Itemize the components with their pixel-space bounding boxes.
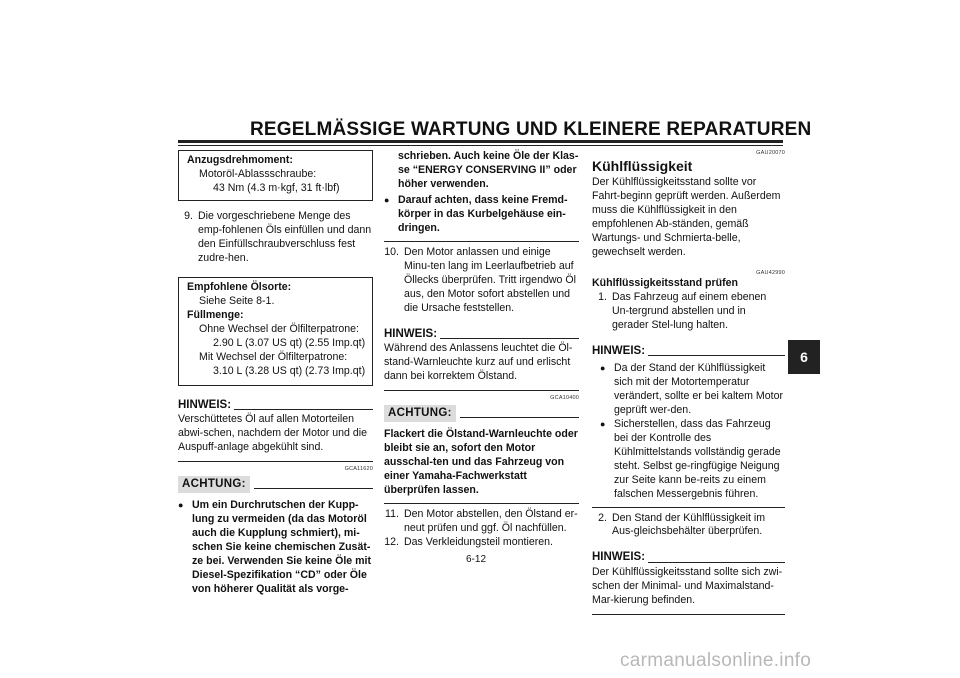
bullet-icon: ● (600, 418, 606, 429)
bullet-icon: ● (178, 500, 184, 511)
subsection-title: Kühlflüssigkeitsstand prüfen (592, 276, 738, 289)
torque-heading: Anzugsdrehmoment: (187, 154, 293, 166)
hinweis-heading (592, 344, 785, 359)
hinweis-text: Während des Anlassens leuchtet die Öl-stand-Warnleuchte kurz auf und erlischt dann bei korrektem Ölstand. (384, 341, 573, 382)
achtung-continued-text: schrieben. Auch keine Öle der Klas-se “ENERGY CONSERVING II” oder höher verwenden. (398, 150, 579, 190)
step-11 (384, 508, 579, 536)
hinweis-rule (440, 338, 579, 339)
hinweis-heading (178, 398, 373, 413)
achtung-text: Flackert die Ölstand-Warnleuchte oder bleibt sie an, sofort den Motor ausschal-ten und das Fahrzeug von einer Yamaha-Fachwerkstatt überprüfen lassen. (384, 428, 578, 497)
bullet-text: Da der Stand der Kühlflüssigkeit sich mit der Motortemperatur verändert, sollte er bei kaltem Motor geprüft wer-den. (614, 361, 783, 416)
ref-code: GCA10400 (550, 394, 579, 401)
bullet-text: Darauf achten, dass keine Fremd-körper in das Kurbelgehäuse ein-dringen. (398, 193, 568, 234)
oil-type-heading: Empfohlene Ölsorte: (187, 280, 292, 293)
hinweis-heading (384, 327, 579, 342)
column-2 (384, 150, 579, 550)
section-title: Kühlflüssigkeit (592, 158, 693, 175)
achtung-heading (178, 476, 373, 493)
bullet-text: Sicherstellen, dass das Fahrzeug bei der Kontrolle des Kühlmittelstands vollständig gerade steht. Selbst ge-ringfügige Neigung zur Seite kann be-reits zu einem falschen Messergebnis führen. (614, 417, 781, 500)
step-text: Den Stand der Kühlflüssigkeit im Aus-gleichsbehälter überprüfen. (612, 511, 766, 538)
step-9 (178, 210, 373, 266)
fill-with-filter-value: 3.10 L (3.28 US qt) (2.73 Imp.qt) (213, 364, 366, 377)
step-text: Den Motor anlassen und einige Minu-ten lang im Leerlaufbetrieb auf Öllecks überprüfen. Tritt irgendwo Öl aus, den Motor sofort abstellen und die Ursache feststellen. (404, 245, 576, 314)
step-number: 2. (598, 511, 607, 524)
hinweis-end-rule (178, 461, 373, 462)
oil-spec-box (178, 277, 373, 386)
column-1 (178, 150, 373, 597)
page-number: 6-12 (466, 554, 487, 565)
bullet-icon: ● (600, 362, 606, 373)
fill-without-filter-value: 2.90 L (3.07 US qt) (2.55 Imp.qt) (213, 336, 366, 349)
torque-spec-box (178, 150, 373, 201)
hinweis-text: Der Kühlflüssigkeitsstand sollte sich zwi-schen der Minimal- und Maximalstand-Mar-kierung befinden. (592, 565, 783, 606)
achtung-label: ACHTUNG: (384, 405, 456, 422)
header-rule (178, 140, 783, 143)
step-1 (592, 291, 785, 333)
achtung-label: ACHTUNG: (178, 476, 250, 493)
oil-type-ref: Siehe Seite 8-1. (199, 294, 275, 307)
torque-value: 43 Nm (4.3 m·kgf, 31 ft·lbf) (213, 181, 340, 194)
ref-code: GCA11620 (344, 465, 373, 472)
torque-line: Motoröl-Ablassschraube: (199, 167, 317, 180)
hinweis-rule (234, 409, 373, 410)
hinweis-end-rule (592, 614, 785, 615)
header-rule-thin (178, 145, 783, 146)
achtung-bullet (178, 499, 373, 597)
section-intro: Der Kühlflüssigkeitsstand sollte vor Fahrt-beginn geprüft werden. Außerdem muss die Kühlflüssigkeit in den empfohlenen Ab-ständen, gemäß Wartungs- und Schmierta-belle, gewechselt werden. (592, 175, 781, 258)
chapter-tab: 6 (788, 340, 820, 374)
hinweis-rule (648, 355, 785, 356)
step-text: Die vorgeschriebene Menge des emp-fohlenen Öls einfüllen und dann den Einfüllschraubverschluss fest zudre-hen. (198, 209, 372, 264)
achtung-end-rule (384, 503, 579, 504)
step-text: Den Motor abstellen, den Ölstand er-neut prüfen und ggf. Öl nachfüllen. (404, 508, 578, 534)
step-12 (384, 536, 579, 550)
bullet-icon: ● (384, 194, 390, 205)
hinweis-label: HINWEIS: (592, 551, 646, 564)
fill-with-filter: Mit Wechsel der Ölfilterpatrone: (199, 350, 348, 363)
step-number: 9. (184, 209, 193, 222)
hinweis-bullet (592, 362, 785, 418)
achtung-heading (384, 405, 579, 422)
achtung-bullet (384, 194, 579, 236)
step-number: 12. (384, 535, 399, 548)
fill-quantity-heading: Füllmenge: (187, 308, 244, 321)
achtung-end-rule (384, 241, 579, 242)
hinweis-label: HINWEIS: (592, 344, 646, 357)
fill-without-filter: Ohne Wechsel der Ölfilterpatrone: (199, 322, 359, 335)
hinweis-label: HINWEIS: (384, 327, 438, 340)
bullet-text: Um ein Durchrutschen der Kupp-lung zu vermeiden (da das Motoröl auch die Kupplung schmiert), mi-schen Sie keine chemischen Zusät-ze bei. Verwenden Sie keine Öle mit Diesel-Spezifikation “CD” oder Öle von höherer Qualität als vorge- (192, 499, 371, 595)
step-10 (384, 246, 579, 316)
hinweis-heading (592, 550, 785, 565)
hinweis-rule (648, 562, 785, 563)
watermark: carmanualsonline.info (620, 650, 812, 671)
step-text: Das Fahrzeug auf einem ebenen Un-tergrund abstellen und in gerader Stel-lung halten. (612, 290, 767, 331)
step-number: 1. (598, 290, 607, 303)
column-3 (592, 150, 785, 615)
step-number: 10. (384, 245, 399, 258)
ref-code: GAU42990 (756, 269, 785, 276)
step-number: 11. (385, 508, 399, 520)
achtung-rule (460, 417, 579, 418)
hinweis-label: HINWEIS: (178, 398, 232, 411)
ref-code: GAU20070 (756, 150, 785, 156)
step-2 (592, 512, 785, 540)
page-header-title: REGELMÄSSIGE WARTUNG UND KLEINERE REPARATUREN (250, 119, 812, 140)
hinweis-bullet (592, 418, 785, 502)
step-text: Das Verkleidungsteil montieren. (404, 535, 553, 548)
hinweis-text: Verschüttetes Öl auf allen Motorteilen abwi-schen, nachdem der Motor und die Auspuff-anlage abgekühlt sind. (178, 412, 368, 453)
achtung-rule (254, 488, 373, 489)
hinweis-end-rule (592, 507, 785, 508)
hinweis-end-rule (384, 390, 579, 391)
